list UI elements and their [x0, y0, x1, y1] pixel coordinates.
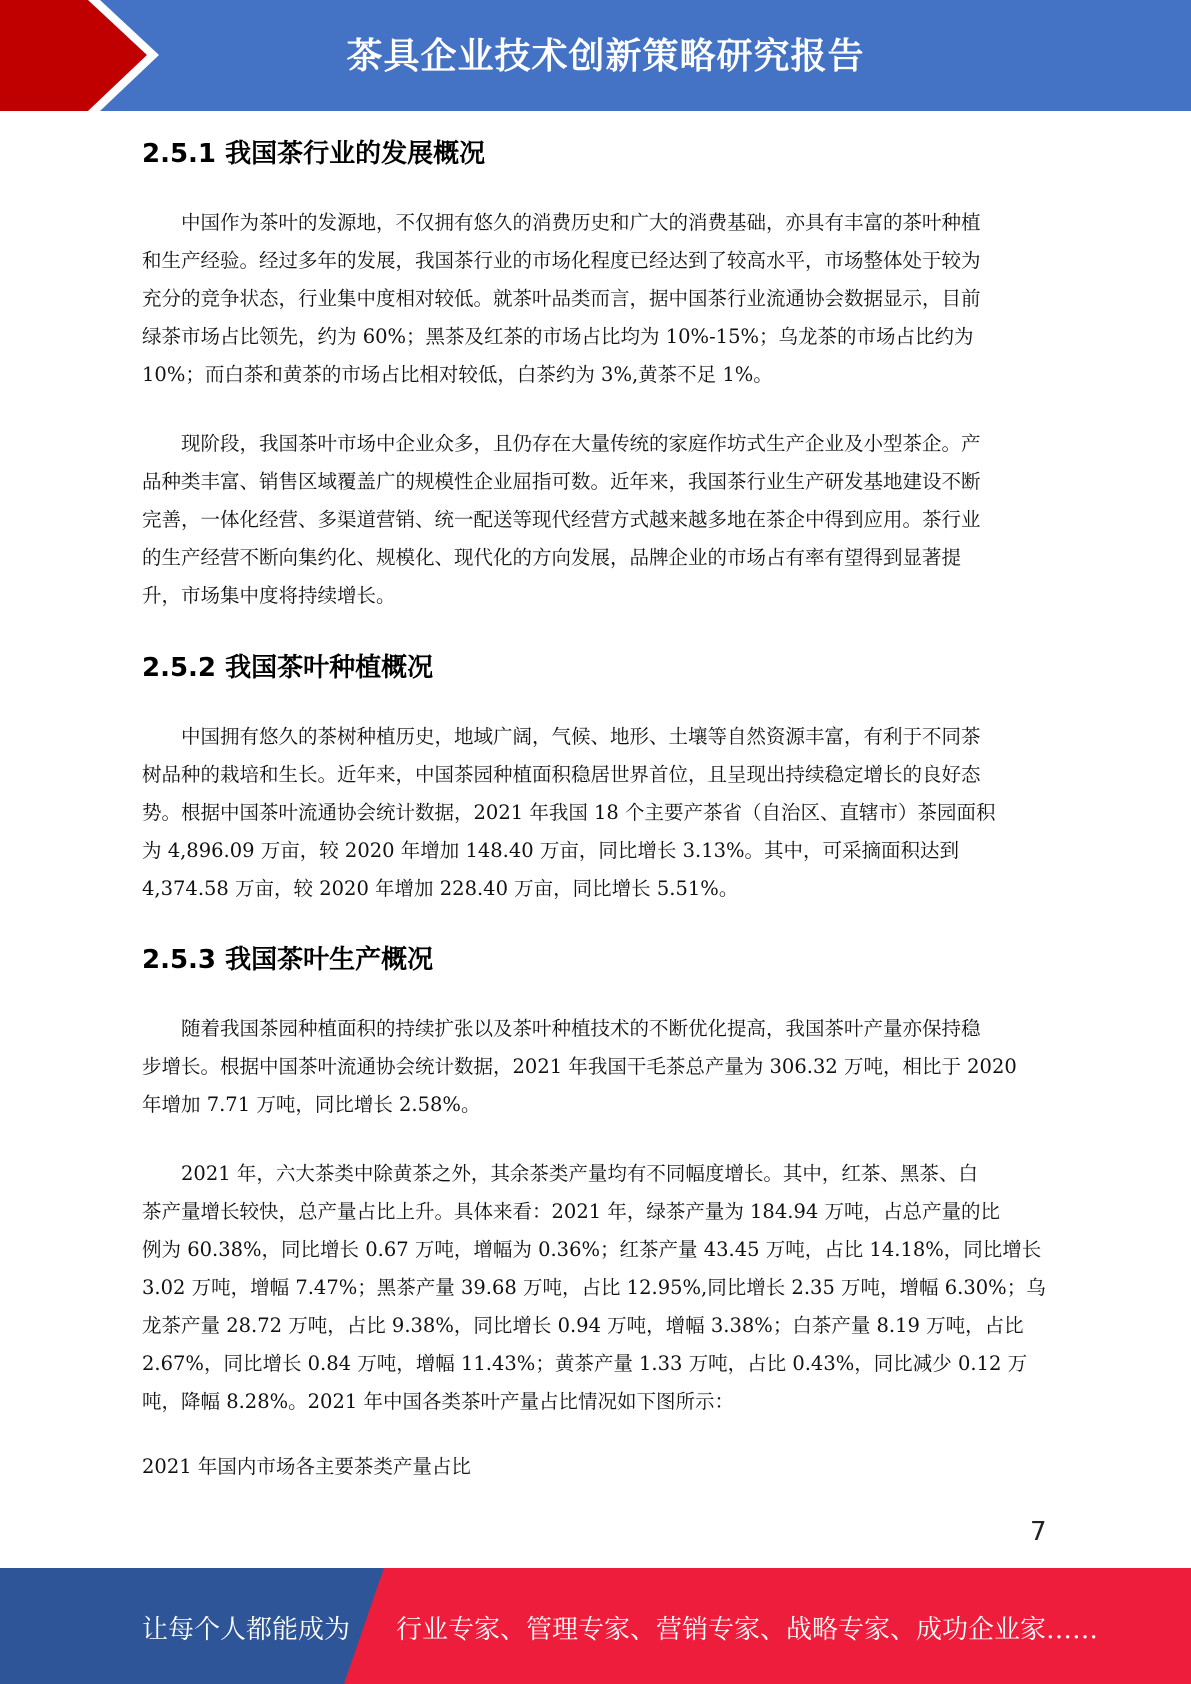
- section-heading-2-5-1: 2.5.1 我国茶行业的发展概况: [142, 139, 486, 169]
- figure-caption: 2021 年国内市场各主要茶类产量占比: [142, 1455, 471, 1478]
- text-line: 吨，降幅 8.28%。2021 年中国各类茶叶产量占比情况如下图所示：: [142, 1390, 734, 1413]
- page-header: [0, 0, 1191, 111]
- paragraph: [142, 718, 1047, 908]
- section-heading-2-5-3: 2.5.3 我国茶叶生产概况: [142, 945, 434, 975]
- page-footer: [0, 1568, 1191, 1684]
- text-line: 随着我国茶园种植面积的持续扩张以及茶叶种植技术的不断优化提高，我国茶叶产量亦保持稳: [142, 1017, 981, 1040]
- footer-slogan-right: 行业专家、管理专家、营销专家、战略专家、成功企业家……: [396, 1615, 1099, 1645]
- text-line: 3.02 万吨，增幅 7.47%；黑茶产量 39.68 万吨，占比 12.95%,同比增长 2.35 万吨，增幅 6.30%；乌: [142, 1276, 1046, 1299]
- paragraph: [142, 425, 1047, 615]
- section-heading-2-5-2: 2.5.2 我国茶叶种植概况: [142, 653, 434, 683]
- text-line: 升，市场集中度将持续增长。: [142, 584, 396, 607]
- text-line: 龙茶产量 28.72 万吨，占比 9.38%，同比增长 0.94 万吨，增幅 3.38%；白茶产量 8.19 万吨，占比: [142, 1314, 1024, 1337]
- report-title: 茶具企业技术创新策略研究报告: [346, 36, 865, 77]
- paragraph: [142, 1155, 1047, 1421]
- text-line: 和生产经验。经过多年的发展，我国茶行业的市场化程度已经达到了较高水平，市场整体处于较为: [142, 249, 981, 272]
- page-number: 7: [1030, 1517, 1047, 1547]
- text-line: 4,374.58 万亩，较 2020 年增加 228.40 万亩，同比增长 5.51%。: [142, 877, 739, 900]
- text-line: 2021 年，六大茶类中除黄茶之外，其余茶类产量均有不同幅度增长。其中，红茶、黑茶、白: [142, 1162, 978, 1185]
- text-line: 例为 60.38%，同比增长 0.67 万吨，增幅为 0.36%；红茶产量 43.45 万吨，占比 14.18%，同比增长: [142, 1238, 1042, 1261]
- text-line: 绿茶市场占比领先，约为 60%；黑茶及红茶的市场占比均为 10%-15%；乌龙茶的市场占比约为: [142, 325, 974, 348]
- text-line: 茶产量增长较快，总产量占比上升。具体来看：2021 年，绿茶产量为 184.94 万吨，占总产量的比: [142, 1200, 1000, 1223]
- text-line: 中国拥有悠久的茶树种植历史，地域广阔，气候、地形、土壤等自然资源丰富，有利于不同茶: [142, 725, 981, 748]
- paragraph: [142, 1010, 1047, 1124]
- paragraph: [142, 204, 1047, 394]
- text-line: 品种类丰富、销售区域覆盖广的规模性企业屈指可数。近年来，我国茶行业生产研发基地建设不断: [142, 470, 981, 493]
- text-line: 10%；而白茶和黄茶的市场占比相对较低，白茶约为 3%,黄茶不足 1%。: [142, 363, 773, 386]
- text-line: 树品种的栽培和生长。近年来，中国茶园种植面积稳居世界首位，且呈现出持续稳定增长的良好态: [142, 763, 981, 786]
- text-line: 中国作为茶叶的发源地，不仅拥有悠久的消费历史和广大的消费基础，亦具有丰富的茶叶种植: [142, 211, 981, 234]
- footer-slogan-left: 让每个人都能成为: [142, 1615, 351, 1645]
- text-line: 为 4,896.09 万亩，较 2020 年增加 148.40 万亩，同比增长 3.13%。其中，可采摘面积达到: [142, 839, 960, 862]
- text-line: 年增加 7.71 万吨，同比增长 2.58%。: [142, 1093, 481, 1116]
- text-line: 步增长。根据中国茶叶流通协会统计数据，2021 年我国干毛茶总产量为 306.32 万吨，相比于 2020: [142, 1055, 1017, 1078]
- text-line: 势。根据中国茶叶流通协会统计数据，2021 年我国 18 个主要产茶省（自治区、直辖市）茶园面积: [142, 801, 996, 824]
- text-line: 充分的竞争状态，行业集中度相对较低。就茶叶品类而言，据中国茶行业流通协会数据显示，目前: [142, 287, 981, 310]
- text-line: 2.67%，同比增长 0.84 万吨，增幅 11.43%；黄茶产量 1.33 万吨，占比 0.43%，同比减少 0.12 万: [142, 1352, 1028, 1375]
- text-line: 的生产经营不断向集约化、规模化、现代化的方向发展，品牌企业的市场占有率有望得到显著提: [142, 546, 962, 569]
- text-line: 完善，一体化经营、多渠道营销、统一配送等现代经营方式越来越多地在茶企中得到应用。茶行业: [142, 508, 981, 531]
- text-line: 现阶段，我国茶叶市场中企业众多，且仍存在大量传统的家庭作坊式生产企业及小型茶企。产: [142, 432, 981, 455]
